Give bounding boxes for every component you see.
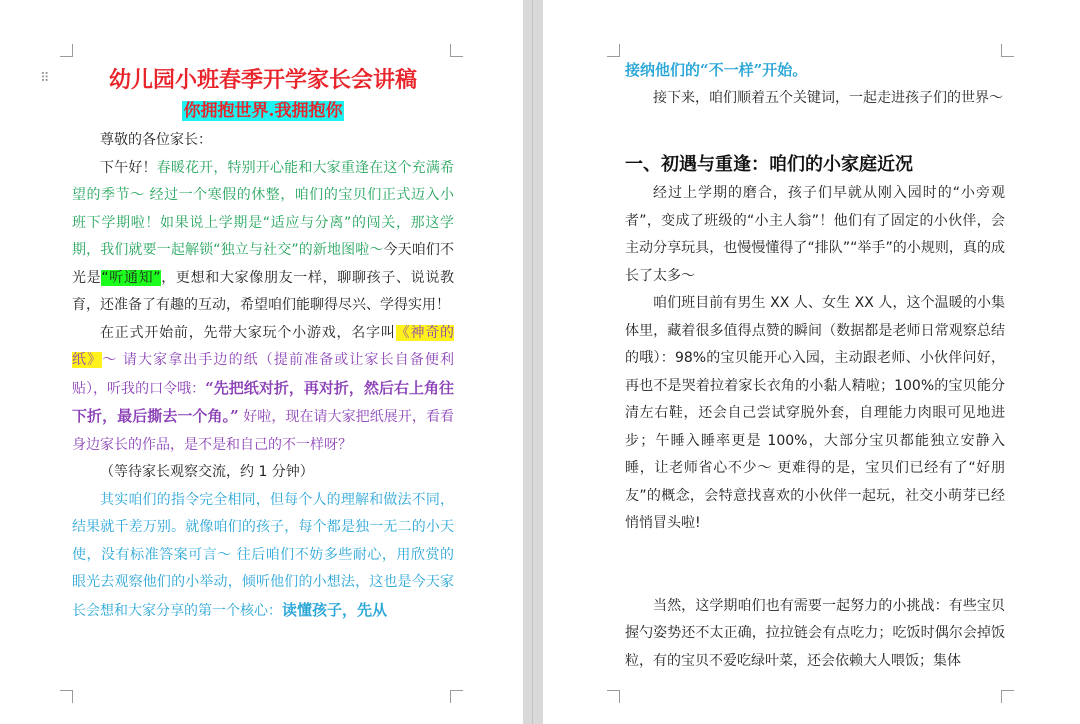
section-heading-1: 一、初遇与重逢：咱们的小家庭近况 — [625, 154, 913, 175]
margin-mark-top-right — [1001, 44, 1014, 57]
margin-mark-bottom-left — [607, 690, 620, 703]
margin-mark-bottom-right — [1001, 690, 1014, 703]
highlight-listen-notice: “听通知” — [101, 269, 161, 286]
margin-mark-top-right — [450, 44, 463, 57]
margin-mark-bottom-right — [450, 690, 463, 703]
page1-body[interactable] — [72, 64, 454, 625]
margin-mark-top-left — [60, 44, 73, 57]
document-page-right[interactable] — [543, 0, 1080, 724]
game-intro: 在正式开始前，先带大家玩个小游戏，名字叫 — [100, 324, 396, 341]
game-command-bold: “先把纸对折，再对折，然后右上角往下折，最后撕去一个角。” — [72, 378, 454, 425]
margin-mark-top-left — [607, 44, 620, 57]
paragraph-keywords: 接下来，咱们顺着五个关键词，一起走进孩子们的世界～ — [653, 89, 1003, 106]
highlight-magic-paper: 《神奇的纸》 — [72, 324, 455, 368]
game-instruction: ～ 请大家拿出手边的纸（提前准备或让家长自备便利贴），听我的口令哦： — [72, 352, 455, 397]
game-followup: 好啦，现在请大家把纸展开，看看身边家长的作品，是不是和自己的不一样呀？ — [72, 409, 454, 453]
opening-rest-text: ，更想和大家像朋友一样，聊聊孩子、说说教育，还准备了有趣的互动，希望咱们能聊得尽兴、学得实用！ — [72, 269, 455, 313]
continued-bold-line: 接纳他们的“不一样”开始。 — [625, 61, 808, 79]
document-subtitle — [72, 98, 454, 125]
paragraph-class-stats: 咱们班目前有男生 XX 人、女生 XX 人，这个温暖的小集体里，藏着很多值得点赞的瞬间（数据都是老师日常观察总结的哦）：98%的宝贝能开心入园，主动跟老师、小伙伴问好，再也不是哭着拉着家长衣角的小黏人精啦；100%的宝贝能分清左右鞋，还会自己尝试穿脱外套，自理能力肉眼可见地进步；午睡入睡率更是 100%，大部分宝贝都能独立安静入睡，让老师省心不少～ 更难得的是，宝贝们已经有了“好朋友”的概念，会特意找喜欢的小伙伴一起玩，社交小萌芽已经悄悄冒头啦! — [625, 295, 1005, 531]
paragraph-core-point — [72, 487, 454, 626]
paragraph-game — [72, 320, 454, 460]
opening-hello: 下午好！ — [100, 159, 157, 176]
subtitle-text: 你拥抱世界.我拥抱你 — [183, 101, 343, 121]
opening-today-text: 今天咱们不光是 — [72, 242, 455, 286]
core-point-text: 其实咱们的指令完全相同，但每个人的理解和做法不同，结果就千差万别。就像咱们的孩子，每个都是独一无二的小天使，没有标准答案可言～ 往后咱们不妨多些耐心，用欣赏的眼光去观察他们的小举动，倾听他们的小想法，这也是今天家长会想和大家分享的第一个核心： — [72, 491, 454, 619]
page-gap-divider — [532, 0, 533, 724]
opening-green-text: 春暖花开，特别开心能和大家重逢在这个充满希望的季节～ 经过一个寒假的休整，咱们的宝贝们正式迈入小班下学期啦！如果说上学期是“适应与分离”的闯关，那这学期，我们就要一起解锁“独立与社交”的新地图啦～ — [72, 159, 455, 258]
paragraph-growth: 经过上学期的磨合，孩子们早就从刚入园时的“小旁观者”，变成了班级的“小主人翁”！他们有了固定的小伙伴，会主动分享玩具，也慢慢懂得了“排队”“举手”的小规则，真的成长了太多～ — [625, 185, 1005, 284]
document-title: 幼儿园小班春季开学家长会讲稿 — [108, 67, 417, 93]
blank-line — [625, 538, 1005, 593]
paragraph-challenges: 当然，这学期咱们也有需要一起努力的小挑战：有些宝贝握勺姿势还不太正确，拉拉链会有点吃力；吃饭时偶尔会掉饭粒，有的宝贝不爱吃绿叶菜，还会依赖大人喂饭；集体 — [625, 597, 1005, 669]
core-point-bold: 读懂孩子，先从 — [282, 600, 388, 619]
page2-body[interactable] — [625, 57, 1005, 675]
greeting: 尊敬的各位家长： — [100, 132, 212, 148]
stage-note: （等待家长观察交流，约 1 分钟） — [100, 464, 314, 480]
page-gap — [523, 0, 543, 724]
drag-handle-icon[interactable]: ⠿ — [40, 71, 50, 86]
paragraph-opening — [72, 155, 454, 320]
margin-mark-bottom-left — [60, 690, 73, 703]
document-page-left[interactable] — [0, 0, 523, 724]
